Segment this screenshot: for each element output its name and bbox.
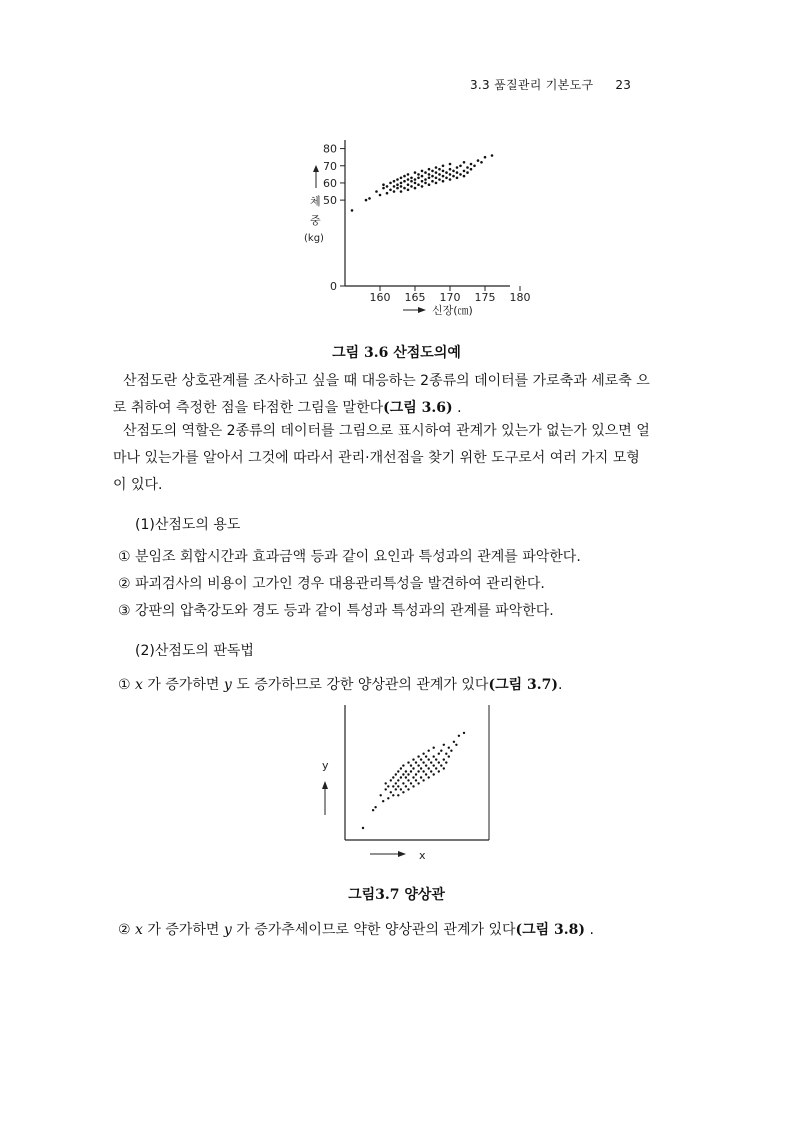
- scatter-point: [443, 758, 445, 760]
- scatter-point: [422, 770, 424, 772]
- scatter-point: [403, 175, 406, 178]
- scatter-point: [389, 182, 392, 185]
- scatter-point: [417, 755, 419, 757]
- scatter-point: [410, 185, 413, 188]
- scatter-point: [400, 776, 402, 778]
- scatter-point: [400, 177, 403, 180]
- scatter-point: [410, 764, 412, 766]
- scatter-point: [382, 183, 385, 186]
- scatter-point: [396, 183, 399, 186]
- scatter-point: [385, 788, 387, 790]
- scatter-point: [433, 764, 435, 766]
- scatter-point: [400, 788, 402, 790]
- scatter-point: [412, 785, 414, 787]
- scatter-point: [440, 764, 442, 766]
- scatter-point: [393, 185, 396, 188]
- scatter-point: [405, 776, 407, 778]
- scatter-point: [456, 177, 459, 180]
- scatter-point: [424, 171, 427, 174]
- scatter-point: [438, 173, 441, 176]
- scatter-point: [431, 180, 434, 183]
- scatter-point: [400, 767, 402, 769]
- scatter-point: [435, 177, 438, 180]
- scatter-point: [435, 758, 437, 760]
- list-item-weak-positive: [118, 919, 594, 939]
- scatter-point: [386, 192, 389, 195]
- x-tick-label: 165: [404, 291, 426, 304]
- scatter-point: [417, 183, 420, 186]
- scatter-point: [443, 744, 445, 746]
- scatter-point: [449, 178, 452, 181]
- figure-reference: (그림 3.8): [515, 922, 586, 938]
- paragraph-text: 로 취하여 측정한 점을 타점한 그림을 말한다: [113, 400, 384, 416]
- scatter-point: [445, 761, 447, 763]
- scatter-point: [410, 177, 413, 180]
- scatter-point: [405, 785, 407, 787]
- scatter-point: [422, 779, 424, 781]
- scatter-point: [452, 175, 455, 178]
- scatter-point: [442, 165, 445, 168]
- scatter-point: [442, 175, 445, 178]
- section-uses-title: (1)산점도의 용도: [135, 517, 241, 533]
- figure-reference: (그림 3.6): [383, 400, 453, 416]
- scatter-point: [456, 171, 459, 174]
- scatter-point: [390, 791, 392, 793]
- scatter-point: [458, 735, 460, 737]
- item-text: 가 증가추세이므로 약한 양상관의 관계가 있다: [236, 922, 516, 938]
- scatter-point: [397, 794, 399, 796]
- scatter-point: [445, 177, 448, 180]
- scatter-point: [433, 755, 435, 757]
- scatter-point: [473, 165, 476, 168]
- item-number: ②: [118, 922, 131, 938]
- scatter-point: [412, 776, 414, 778]
- paragraph-line: 이 있다.: [113, 477, 163, 493]
- scatter-point: [480, 161, 483, 164]
- scatter-point: [435, 166, 438, 169]
- scatter-point: [484, 156, 487, 159]
- scatter-point: [396, 178, 399, 181]
- y-axis-label-char-2: 중: [310, 214, 321, 227]
- scatter-point: [491, 154, 494, 157]
- scatter-point: [438, 178, 441, 181]
- scatter-point: [435, 767, 437, 769]
- scatter-point: [428, 168, 431, 171]
- scatter-point: [453, 741, 455, 743]
- scatter-point: [417, 764, 419, 766]
- scatter-point: [428, 758, 430, 760]
- scatter-point: [425, 773, 427, 775]
- paragraph-role: [113, 418, 683, 499]
- item-text: 가 증가하면: [147, 922, 220, 938]
- section-title: 3.3 품질관리 기본도구: [470, 78, 594, 92]
- scatter-point: [442, 170, 445, 173]
- scatter-point: [400, 185, 403, 188]
- scatter-point: [440, 750, 442, 752]
- scatter-point: [417, 177, 420, 180]
- scatter-point: [374, 806, 376, 808]
- scatter-point: [417, 782, 419, 784]
- figure-3-7: [318, 703, 498, 865]
- scatter-point: [396, 187, 399, 190]
- scatter-point: [428, 177, 431, 180]
- paragraph-line: 산점도의 역할은 2종류의 데이터를 그림으로 표시하여 관계가 있는가 없는가 있으면 얼: [123, 423, 650, 439]
- running-header: [470, 76, 631, 93]
- scatter-point: [372, 809, 374, 811]
- scatter-point: [428, 750, 430, 752]
- scatter-point: [425, 755, 427, 757]
- scatter-point: [466, 166, 469, 169]
- x-axis-label: x: [419, 849, 426, 862]
- x-tick-label: 175: [474, 291, 496, 304]
- scatter-point: [410, 770, 412, 772]
- scatter-point: [420, 758, 422, 760]
- item-end: .: [585, 922, 594, 938]
- scatter-point: [455, 744, 457, 746]
- scatter-point: [414, 182, 417, 185]
- paragraph-line: 산점도란 상호관계를 조사하고 싶을 때 대응하는 2종류의 데이터를 가로축과 세로축 으: [123, 373, 650, 389]
- scatter-point: [417, 770, 419, 772]
- scatter-point: [351, 209, 354, 212]
- scatter-point: [415, 761, 417, 763]
- scatter-point: [459, 173, 462, 176]
- scatter-point: [407, 788, 409, 790]
- scatter-point: [400, 190, 403, 193]
- scatter-point: [445, 753, 447, 755]
- list-item: ① 분임조 회합시간과 효과금액 등과 같이 요인과 특성과의 관계를 파악한다.: [118, 549, 581, 565]
- scatter-point: [425, 764, 427, 766]
- scatter-point: [443, 767, 445, 769]
- scatter-point: [421, 185, 424, 188]
- y-axis-label-char-1: 체: [310, 195, 321, 208]
- scatter-point: [449, 168, 452, 171]
- scatter-point: [428, 173, 431, 176]
- scatter-point: [397, 785, 399, 787]
- scatter-point: [397, 779, 399, 781]
- scatter-point: [445, 171, 448, 174]
- scatter-point: [402, 791, 404, 793]
- y-tick-label: 50: [323, 194, 337, 208]
- scatter-point: [393, 190, 396, 193]
- scatter-point: [382, 187, 385, 190]
- scatter-point: [417, 173, 420, 176]
- scatter-point: [463, 161, 466, 164]
- scatter-point: [368, 197, 371, 200]
- scatter-point: [424, 182, 427, 185]
- y-tick-label: 0: [330, 280, 337, 293]
- y-tick-label: 60: [323, 176, 337, 190]
- scatter-point: [395, 788, 397, 790]
- x-tick-label: 180: [509, 291, 531, 304]
- scatter-plot-positive-correlation: [318, 703, 498, 865]
- scatter-point: [392, 785, 394, 787]
- scatter-point: [392, 776, 394, 778]
- scatter-point: [402, 782, 404, 784]
- scatter-plot-height-weight: [290, 130, 530, 325]
- scatter-point: [379, 194, 382, 197]
- scatter-point: [470, 163, 473, 166]
- scatter-point: [422, 753, 424, 755]
- paragraph-definition: [113, 368, 683, 422]
- scatter-point: [365, 199, 368, 202]
- scatter-point: [442, 180, 445, 183]
- y-tick-label: 80: [323, 142, 337, 156]
- y-axis-arrowhead: [313, 165, 319, 172]
- scatter-point: [403, 187, 406, 190]
- scatter-point: [392, 794, 394, 796]
- y-axis-arrowhead: [322, 781, 328, 789]
- scatter-point: [456, 166, 459, 169]
- scatter-point: [407, 761, 409, 763]
- list-item-strong-positive: [118, 674, 562, 694]
- scatter-point: [415, 773, 417, 775]
- scatter-point: [430, 770, 432, 772]
- x-tick-label: 170: [439, 291, 461, 304]
- scatter-point: [380, 794, 382, 796]
- scatter-point: [397, 770, 399, 772]
- scatter-point: [412, 767, 414, 769]
- scatter-point: [389, 189, 392, 192]
- scatter-point: [422, 761, 424, 763]
- scatter-point: [414, 171, 417, 174]
- scatter-point: [405, 770, 407, 772]
- scatter-point: [420, 767, 422, 769]
- scatter-point: [448, 747, 450, 749]
- scatter-point: [450, 750, 452, 752]
- figure-3-6: [290, 130, 530, 325]
- scatter-point: [435, 182, 438, 185]
- scatter-point: [407, 189, 410, 192]
- scatter-point: [400, 182, 403, 185]
- scatter-point: [463, 732, 465, 734]
- scatter-point: [477, 159, 480, 162]
- page-number: 23: [615, 78, 632, 92]
- scatter-point: [407, 178, 410, 181]
- scatter-point: [449, 163, 452, 166]
- scatter-point: [431, 170, 434, 173]
- scatter-point: [449, 173, 452, 176]
- figure-reference: (그림 3.7): [488, 677, 558, 693]
- scatter-point: [420, 776, 422, 778]
- scatter-point: [463, 170, 466, 173]
- paragraph-end: .: [452, 400, 462, 416]
- scatter-point: [386, 185, 389, 188]
- scatter-point: [466, 171, 469, 174]
- scatter-point: [414, 178, 417, 181]
- scatter-point: [459, 165, 462, 168]
- scatter-point: [428, 183, 431, 186]
- scatter-point: [412, 758, 414, 760]
- scatter-point: [438, 753, 440, 755]
- list-item: ② 파괴검사의 비용이 고가인 경우 대용관리특성을 발견하여 관리한다.: [118, 576, 545, 592]
- x-tick-label: 160: [369, 291, 391, 304]
- scatter-point: [407, 173, 410, 176]
- scatter-point: [393, 180, 396, 183]
- scatter-point: [421, 170, 424, 173]
- scatter-point: [452, 170, 455, 173]
- scatter-point: [430, 761, 432, 763]
- scatter-point: [407, 773, 409, 775]
- scatter-point: [375, 190, 378, 193]
- scatter-point: [448, 755, 450, 757]
- scatter-point: [407, 779, 409, 781]
- var-x: x: [135, 922, 143, 938]
- y-axis-label: y: [322, 759, 329, 772]
- scatter-point: [402, 764, 404, 766]
- y-tick-label: 70: [323, 159, 337, 173]
- x-axis-label: 신장(㎝): [432, 304, 473, 317]
- scatter-point: [403, 180, 406, 183]
- scatter-point: [402, 773, 404, 775]
- item-end: .: [557, 677, 563, 693]
- scatter-point: [362, 827, 364, 829]
- scatter-point: [428, 776, 430, 778]
- scatter-point: [385, 782, 387, 784]
- scatter-point: [433, 747, 435, 749]
- scatter-point: [390, 779, 392, 781]
- scatter-point: [410, 180, 413, 183]
- scatter-point: [470, 168, 473, 171]
- paragraph-line: 마나 있는가를 알아서 그것에 따라서 관리·개선점을 찾기 위한 도구로서 여러 가지 모형: [113, 450, 640, 466]
- scatter-point: [438, 168, 441, 171]
- scatter-point: [421, 175, 424, 178]
- scatter-point: [424, 178, 427, 181]
- section-reading-title: (2)산점도의 판독법: [135, 643, 254, 659]
- scatter-point: [433, 773, 435, 775]
- scatter-point: [438, 770, 440, 772]
- scatter-point: [387, 797, 389, 799]
- scatter-point: [382, 800, 384, 802]
- figure-3-7-caption: 그림3.7 양상관: [348, 887, 445, 903]
- x-axis-arrowhead: [398, 851, 406, 857]
- scatter-point: [410, 782, 412, 784]
- scatter-point: [428, 767, 430, 769]
- scatter-point: [431, 175, 434, 178]
- scatter-point: [463, 175, 466, 178]
- var-y: y: [223, 922, 232, 938]
- scatter-point: [415, 779, 417, 781]
- item-text: 가 증가하면: [147, 677, 220, 693]
- y-axis-label-unit: (kg): [304, 233, 324, 244]
- scatter-point: [414, 187, 417, 190]
- x-axis-arrowhead: [418, 307, 426, 313]
- scatter-point: [395, 782, 397, 784]
- item-text: 도 증가하므로 강한 양상관의 관계가 있다: [236, 677, 489, 693]
- item-number: ①: [118, 677, 131, 693]
- scatter-point: [421, 180, 424, 183]
- scatter-point: [435, 171, 438, 174]
- figure-3-6-caption: 그림 3.6 산점도의예: [332, 345, 461, 361]
- scatter-point: [395, 773, 397, 775]
- scatter-point: [407, 183, 410, 186]
- var-y: y: [223, 677, 232, 693]
- scatter-point: [438, 761, 440, 763]
- list-item: ③ 강판의 압축강도와 경도 등과 같이 특성과 특성과의 관계를 파악한다.: [118, 603, 554, 619]
- scatter-point: [387, 785, 389, 787]
- var-x: x: [135, 677, 143, 693]
